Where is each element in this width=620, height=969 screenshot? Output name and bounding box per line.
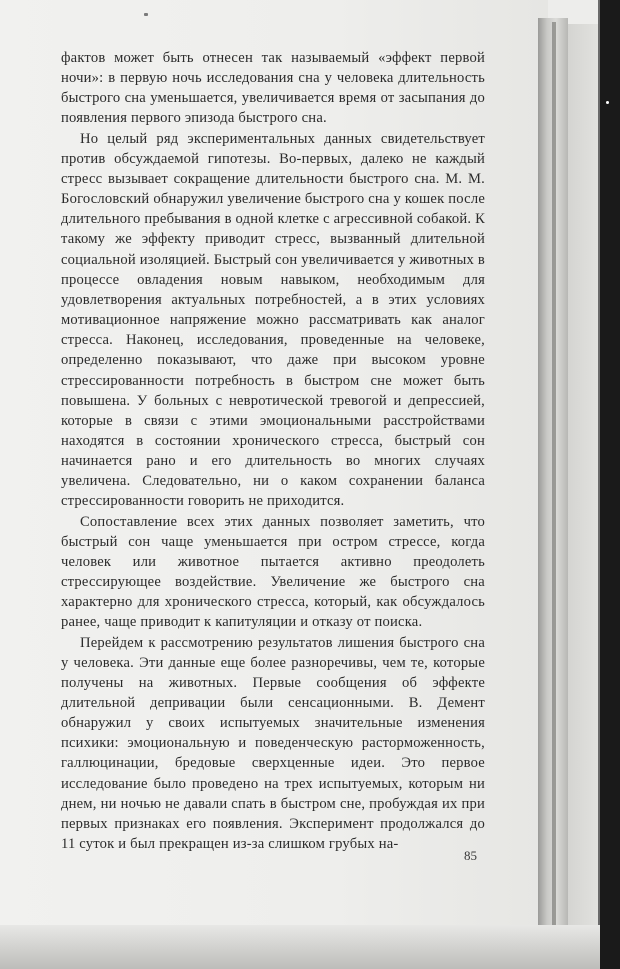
scanner-edge bbox=[600, 0, 620, 969]
page-edge-shadow bbox=[552, 22, 556, 927]
paragraph-comparison: Сопоставление всех этих данных позволяет заметить, что быстрый сон чаще уменьшается при остром стрессе, когда человек или животное пытается активно преодолеть стрессирующее воздействие. Увеличение же быстрого сна характерно для хронического стресса, который, как обсуждалось ранее, чаще приводит к капитуляции и отказу от поиска. bbox=[61, 513, 485, 631]
paragraph-deprivation: Перейдем к рассмотрению результатов лишения быстрого сна у человека. Эти данные еще более разноречивы, чем те, которые получены на животных. Первые сообщения об эффекте длительной депривации были сенсационными. В. Демент обнаружил у своих испытуемых значительные изменения психики: эмоциональную и поведенческую расторможенность, галлюцинации, бредовые сверхценные идеи. Это первое исследование было проведено на трех испытуемых, которым ни днем, ни ночью не давали спать в быстром сне, пробуждая их при первых признаках его появления. Эксперимент продолжался до 11 суток и был прекращен из-за слишком грубых на- bbox=[61, 634, 485, 853]
underlying-page bbox=[565, 24, 599, 926]
page-bottom-shadow bbox=[0, 925, 600, 969]
body-text bbox=[61, 48, 485, 854]
scan-speck bbox=[144, 13, 148, 16]
page-number: 85 bbox=[464, 848, 477, 863]
paragraph-hypothesis: Но целый ряд экспериментальных данных свидетельствует против обсуждаемой гипотезы. Во-первых, далеко не каждый стресс вызывает сокращение длительности быстрого сна. М. М. Богословский обнаружил увеличение быстрого сна у кошек после длительного пребывания в одной клетке с агрессивной собакой. К такому же эффекту приводит стресс, вызванный длительной социальной изоляцией. Быстрый сон увеличивается у животных в процессе овладения новым навыком, необходимым для удовлетворения актуальных потребностей, а в этих условиях мотивационное напряжение можно рассматривать как аналог стресса. Наконец, исследования, проведенные на человеке, определенно показывают, что даже при высоком уровне стрессированности потребность в быстром сне может быть повышена. У больных с невротической тревогой и депрессией, которые в связи с этими эмоциональными расстройствами находятся в состоянии хронического стресса, быстрый сон начинается рано и его длительность во многих случаях увеличена. Следовательно, ни о каком сохранении баланса стрессированности говорить не приходится. bbox=[61, 130, 485, 510]
paragraph-continued: фактов может быть отнесен так называемый «эффект первой ночи»: в первую ночь исследования сна у человека длительность быстрого сна уменьшается, увеличивается время от засыпания до появления первого эпизода быстрого сна. bbox=[61, 50, 485, 127]
scan-dot bbox=[606, 101, 609, 104]
